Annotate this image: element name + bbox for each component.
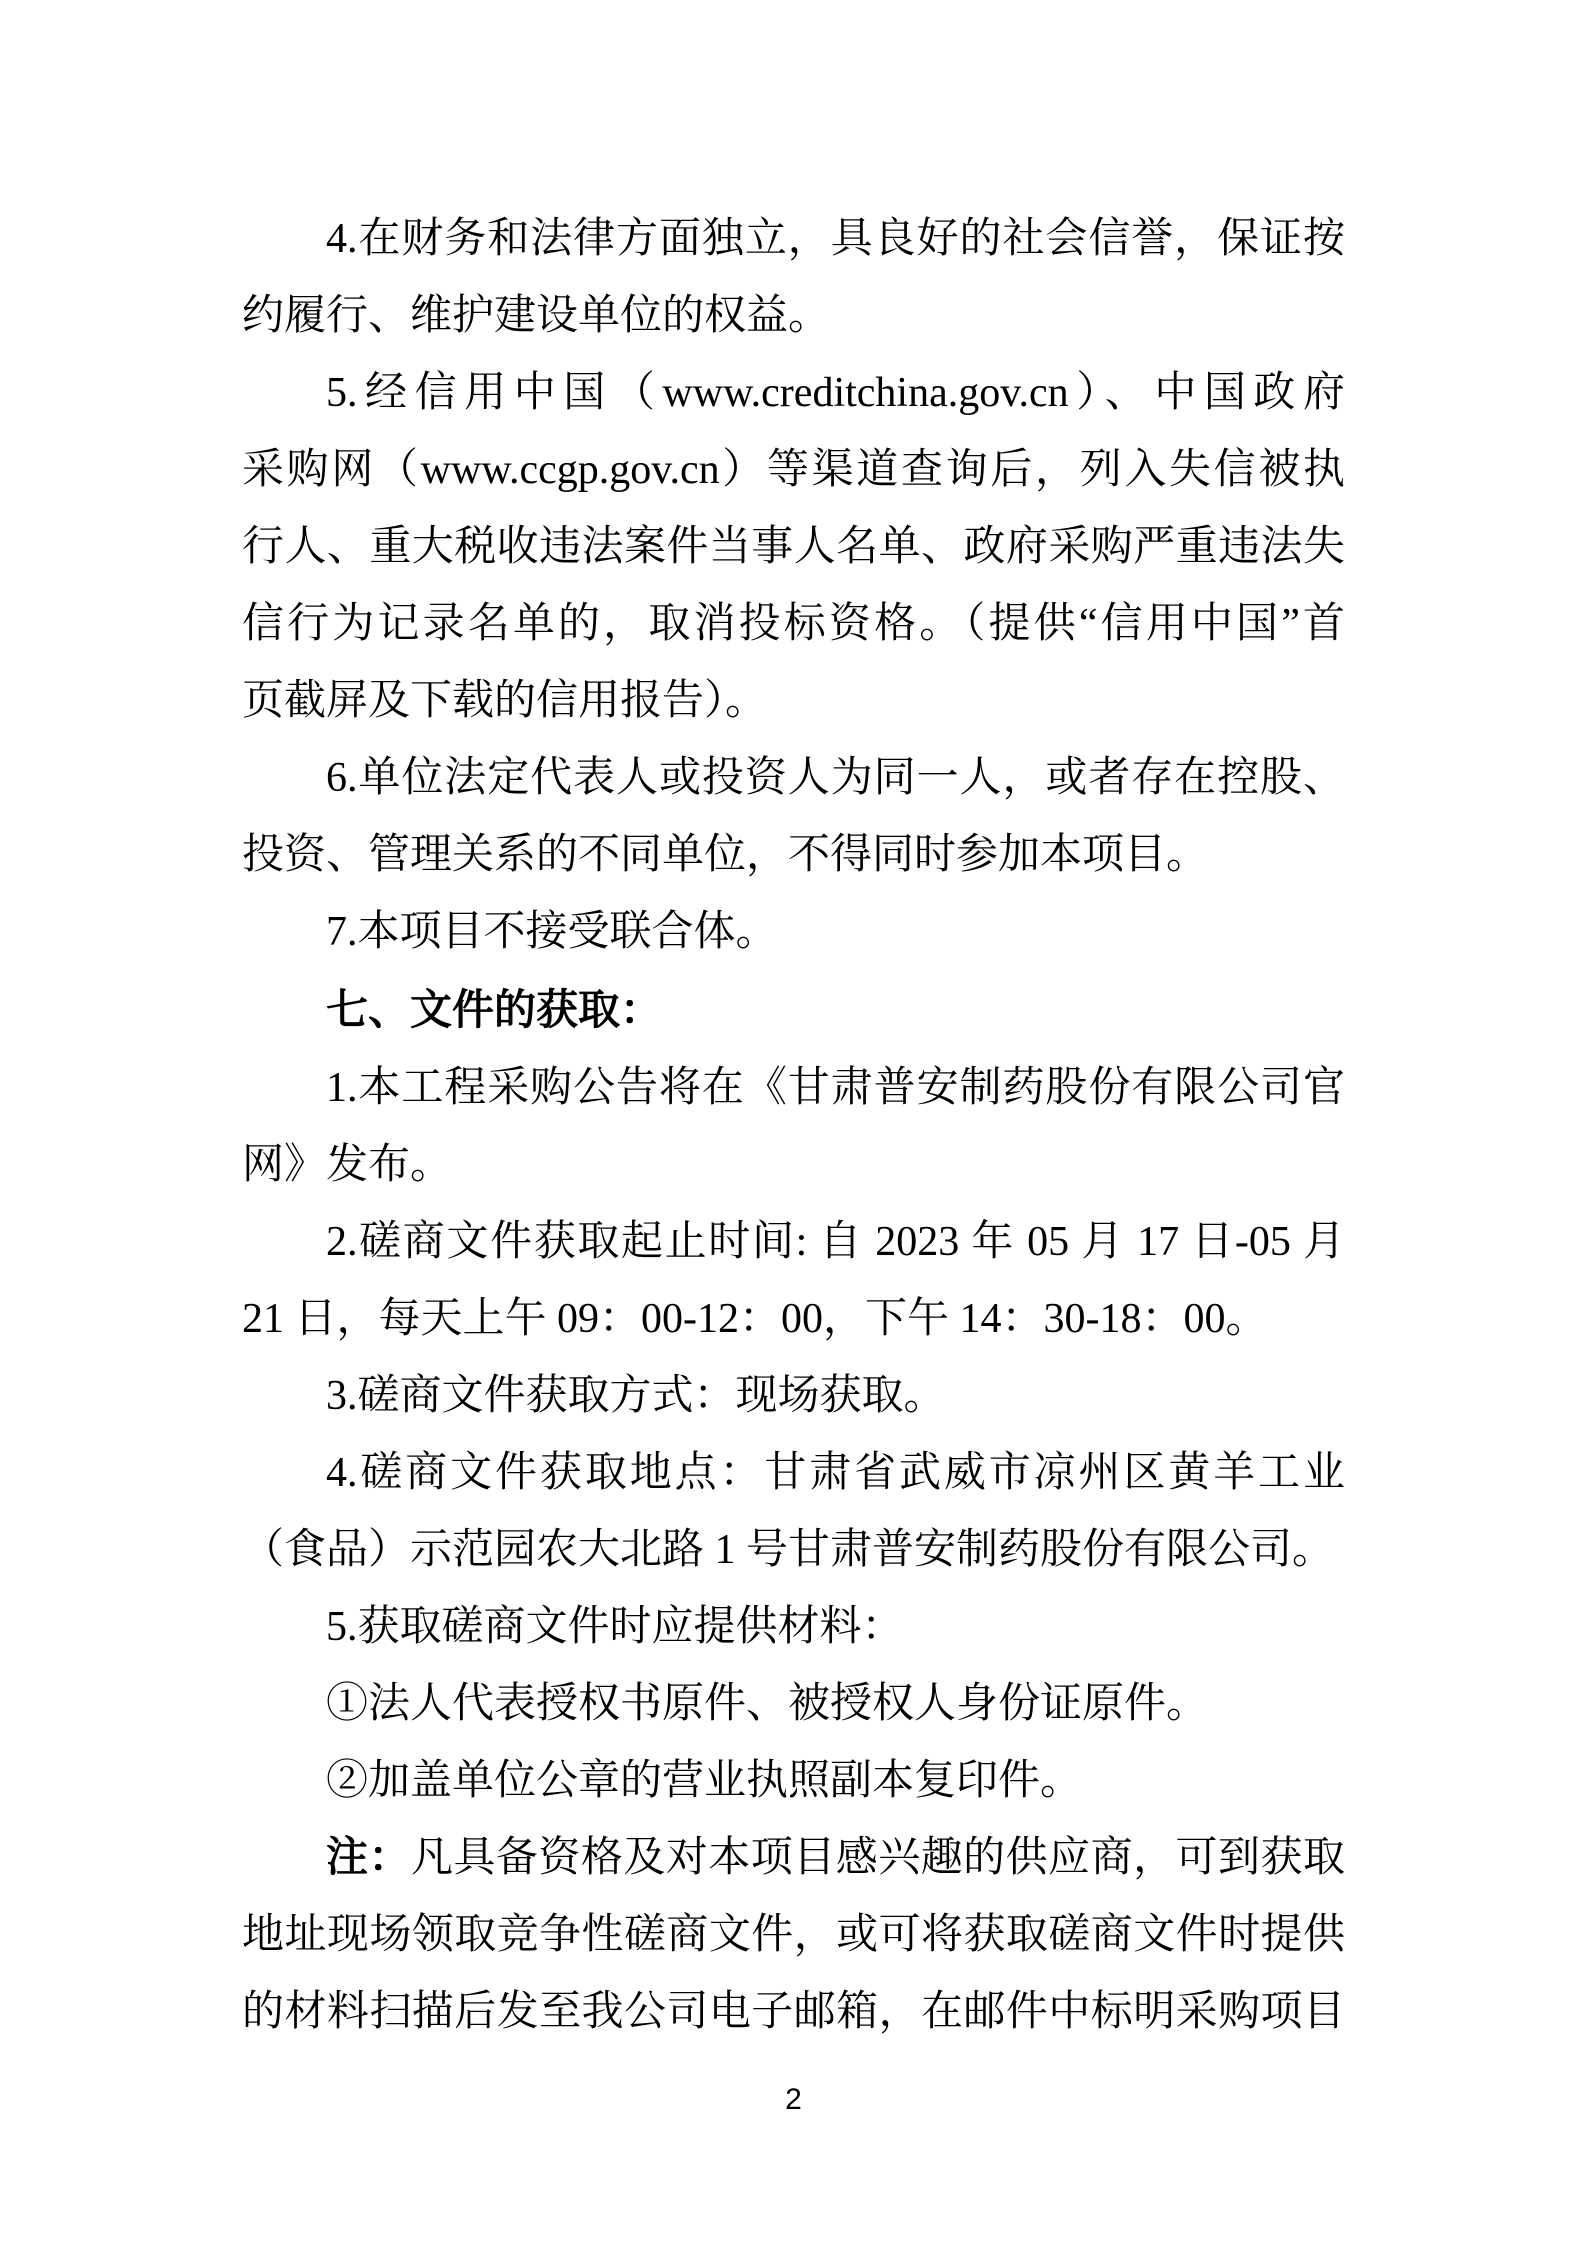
text-line bbox=[242, 432, 1345, 509]
text-line bbox=[242, 1050, 1345, 1127]
text-run: （食品）示范园农大北路 1 号甘肃普安制药股份有限公司。 bbox=[242, 1527, 1335, 1573]
text-line bbox=[242, 586, 1345, 663]
text-run-heading: 七、文件的获取： bbox=[326, 986, 663, 1033]
text-run: 7.本项目不接受联合体。 bbox=[326, 909, 778, 955]
text-line bbox=[242, 278, 1345, 355]
text-run: 6.单位法定代表人或投资人为同一人，或者存在控股、 bbox=[326, 755, 1345, 801]
text-line bbox=[242, 1820, 1345, 1897]
text-line bbox=[242, 663, 1345, 740]
text-line bbox=[242, 1589, 1345, 1666]
text-run: ②加盖单位公章的营业执照副本复印件。 bbox=[326, 1758, 1083, 1804]
text-run: 行人、重大税收违法案件当事人名单、政府采购严重违法失 bbox=[242, 524, 1345, 570]
text-line bbox=[242, 817, 1345, 894]
text-line bbox=[242, 894, 1345, 971]
text-run: 投资、管理关系的不同单位，不得同时参加本项目。 bbox=[242, 832, 1209, 878]
text-run: 1.本工程采购公告将在《甘肃普安制药股份有限公司官 bbox=[326, 1065, 1345, 1111]
text-line bbox=[242, 1358, 1345, 1435]
text-run: 信行为记录名单的，取消投标资格。（提供“信用中国”首 bbox=[242, 601, 1345, 647]
text-run: 4.磋商文件获取地点：甘肃省武威市凉州区黄羊工业 bbox=[326, 1450, 1345, 1496]
text-line bbox=[242, 1743, 1345, 1820]
text-run: 凡具备资格及对本项目感兴趣的供应商，可到获取 bbox=[410, 1835, 1345, 1881]
text-line bbox=[242, 509, 1345, 586]
text-run: 21 日，每天上午 09：00-12：00，下午 14：30-18：00。 bbox=[242, 1296, 1268, 1342]
text-line bbox=[242, 1204, 1345, 1281]
text-run: 2.磋商文件获取起止时间: 自 2023 年 05 月 17 日-05 月 bbox=[326, 1219, 1345, 1265]
text-line bbox=[242, 1281, 1345, 1358]
text-run-bold: 注： bbox=[326, 1835, 411, 1881]
text-run: 页截屏及下载的信用报告）。 bbox=[242, 678, 768, 724]
text-line bbox=[242, 355, 1345, 432]
text-line bbox=[242, 201, 1345, 278]
text-line bbox=[242, 740, 1345, 817]
text-run: 网》发布。 bbox=[242, 1142, 453, 1188]
text-run: 的材料扫描后发至我公司电子邮箱，在邮件中标明采购项目 bbox=[242, 1989, 1345, 2035]
text-line bbox=[242, 971, 1345, 1050]
text-line bbox=[242, 1666, 1345, 1743]
text-run: ①法人代表授权书原件、被授权人身份证原件。 bbox=[326, 1681, 1209, 1727]
text-run: 4.在财务和法律方面独立，具良好的社会信誉，保证按 bbox=[326, 216, 1345, 262]
document-body bbox=[242, 201, 1345, 2051]
text-line bbox=[242, 1512, 1345, 1589]
text-run: 5.获取磋商文件时应提供材料： bbox=[326, 1604, 904, 1650]
text-line bbox=[242, 1897, 1345, 1974]
text-line bbox=[242, 1435, 1345, 1512]
text-line bbox=[242, 1127, 1345, 1204]
text-run: 采购网（www.ccgp.gov.cn）等渠道查询后，列入失信被执 bbox=[242, 447, 1345, 493]
text-run: 5.经信用中国（www.creditchina.gov.cn）、中国政府 bbox=[326, 370, 1345, 416]
text-line bbox=[242, 1974, 1345, 2051]
page-number: 2 bbox=[785, 2083, 802, 2116]
text-run: 约履行、维护建设单位的权益。 bbox=[242, 293, 831, 339]
text-run: 地址现场领取竞争性磋商文件，或可将获取磋商文件时提供 bbox=[242, 1912, 1345, 1958]
text-run: 3.磋商文件获取方式：现场获取。 bbox=[326, 1373, 946, 1419]
